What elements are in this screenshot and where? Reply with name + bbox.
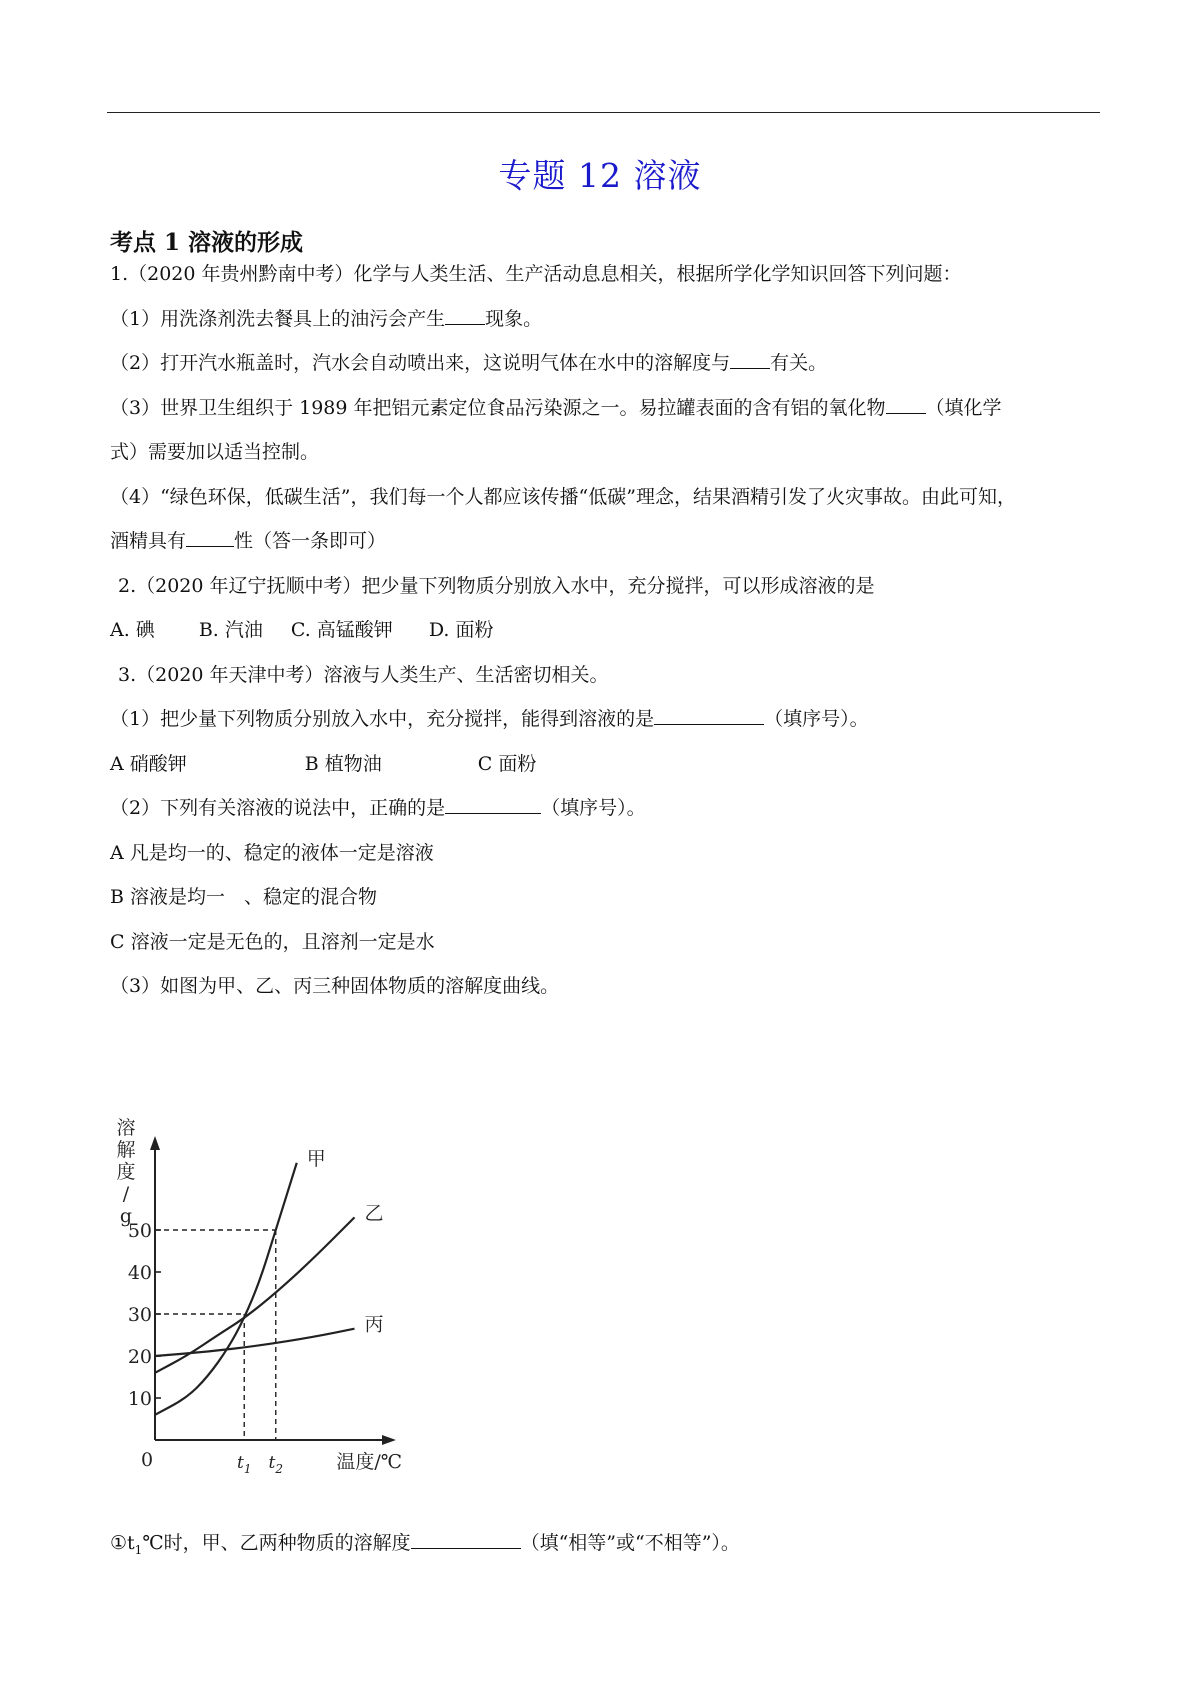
- y-tick-label: 40: [127, 1262, 152, 1284]
- q3-part1-text: （1）把少量下列物质分别放入水中，充分搅拌，能得到溶液的是: [110, 708, 655, 730]
- q3-option-a[interactable]: A 硝酸钾: [110, 753, 187, 775]
- q2-option-d[interactable]: D. 面粉: [428, 619, 494, 641]
- y-tick-label: 50: [127, 1220, 152, 1242]
- q3-part1-options: [110, 751, 536, 777]
- origin-label: 0: [140, 1449, 154, 1471]
- q3-option-b[interactable]: B 植物油: [304, 753, 382, 775]
- answer-blank[interactable]: [654, 706, 764, 725]
- q1-part3: [110, 395, 1002, 421]
- q1-part3-tail: （填化学: [925, 397, 1002, 419]
- answer-blank[interactable]: [730, 350, 770, 369]
- answer-blank[interactable]: [411, 1530, 521, 1549]
- y-axis-label-char: /: [122, 1183, 130, 1205]
- q3-sub1-subscript: 1: [134, 1542, 143, 1557]
- q3-part2-text: （2）下列有关溶液的说法中，正确的是: [110, 797, 446, 819]
- q3-part2-tail: （填序号）。: [541, 797, 646, 819]
- q2-option-c[interactable]: C. 高锰酸钾: [290, 619, 393, 641]
- q3-option-c[interactable]: C 面粉: [477, 753, 537, 775]
- answer-blank[interactable]: [886, 395, 926, 414]
- y-tick-label: 30: [127, 1304, 152, 1326]
- series-label-3: 丙: [364, 1313, 384, 1336]
- q3-part1: [110, 706, 869, 732]
- section-heading: 考点 1 溶液的形成: [110, 229, 304, 256]
- y-axis-arrow: [150, 1136, 160, 1150]
- y-tick-label: 20: [127, 1346, 152, 1368]
- q2-option-a[interactable]: A. 碘: [110, 619, 155, 641]
- q3-sub1: [110, 1530, 740, 1563]
- q3-part3: （3）如图为甲、乙、丙三种固体物质的溶解度曲线。: [110, 975, 560, 997]
- q3-part2-option-b[interactable]: B 溶液是均一 、稳定的混合物: [110, 886, 378, 908]
- y-tick-label: 10: [127, 1388, 152, 1410]
- series-label-2: 乙: [364, 1202, 384, 1225]
- q3-part2-option-a[interactable]: A 凡是均一的、稳定的液体一定是溶液: [110, 842, 434, 864]
- q3-part2-option-c[interactable]: C 溶液一定是无色的，且溶剂一定是水: [110, 931, 435, 953]
- q1-part4: （4）“绿色环保，低碳生活”，我们每一个人都应该传播“低碳”理念，结果酒精引发了火灾事故。由此可知，: [110, 486, 1016, 508]
- q1-part2-text: （2）打开汽水瓶盖时，汽水会自动喷出来，这说明气体在水中的溶解度与: [110, 352, 731, 374]
- q3-sub1-text2: ℃时，甲、乙两种物质的溶解度: [142, 1532, 411, 1554]
- page-title: 专题 12 溶液: [498, 156, 702, 195]
- q1-part4-tail: 性（答一条即可）: [234, 530, 387, 552]
- q2-options: [110, 617, 493, 643]
- x-axis-label: 温度/℃: [336, 1451, 402, 1473]
- q1-part2-tail: 有关。: [770, 352, 828, 374]
- q1-part4-cont: [110, 528, 386, 554]
- q1-stem: 1.（2020 年贵州黔南中考）化学与人类生活、生产活动息息相关，根据所学化学知识回答下列问题：: [110, 263, 962, 285]
- q3-stem: 3.（2020 年天津中考）溶液与人类生产、生活密切相关。: [118, 664, 609, 686]
- q3-part2: [110, 795, 646, 821]
- x-tick-label: $t_2$: [268, 1453, 283, 1476]
- q1-part2: [110, 350, 827, 376]
- answer-blank[interactable]: [186, 528, 234, 547]
- q1-part3-text: （3）世界卫生组织于 1989 年把铝元素定位食品污染源之一。易拉罐表面的含有铝的氧化物: [110, 397, 886, 419]
- q1-part1: [110, 306, 542, 332]
- q1-part3-cont: 式）需要加以适当控制。: [110, 441, 320, 463]
- q1-part1-tail: 现象。: [485, 308, 543, 330]
- q3-sub1-tail: （填“相等”或“不相等”）。: [520, 1532, 740, 1554]
- x-axis-arrow: [382, 1435, 396, 1445]
- q2-option-b[interactable]: B. 汽油: [198, 619, 263, 641]
- solubility-chart: [110, 1100, 440, 1490]
- y-axis-label-char: 溶: [116, 1117, 136, 1139]
- series-curve-3: [155, 1329, 355, 1356]
- answer-blank[interactable]: [445, 795, 541, 814]
- x-tick-label: $t_1$: [237, 1453, 252, 1476]
- header-rule: [107, 112, 1100, 113]
- answer-blank[interactable]: [445, 306, 485, 325]
- q3-part1-tail: （填序号）。: [764, 708, 869, 730]
- q1-part4-text: 酒精具有: [110, 530, 187, 552]
- y-axis-label-char: 度: [116, 1161, 136, 1183]
- q3-sub1-text: ①t: [110, 1532, 135, 1554]
- y-axis-label-char: g: [119, 1205, 133, 1227]
- series-label-1: 甲: [306, 1147, 326, 1170]
- q2-stem: 2.（2020 年辽宁抚顺中考）把少量下列物质分别放入水中，充分搅拌，可以形成溶液的是: [118, 575, 875, 597]
- q1-part1-text: （1）用洗涤剂洗去餐具上的油污会产生: [110, 308, 446, 330]
- y-axis-label-char: 解: [116, 1139, 136, 1161]
